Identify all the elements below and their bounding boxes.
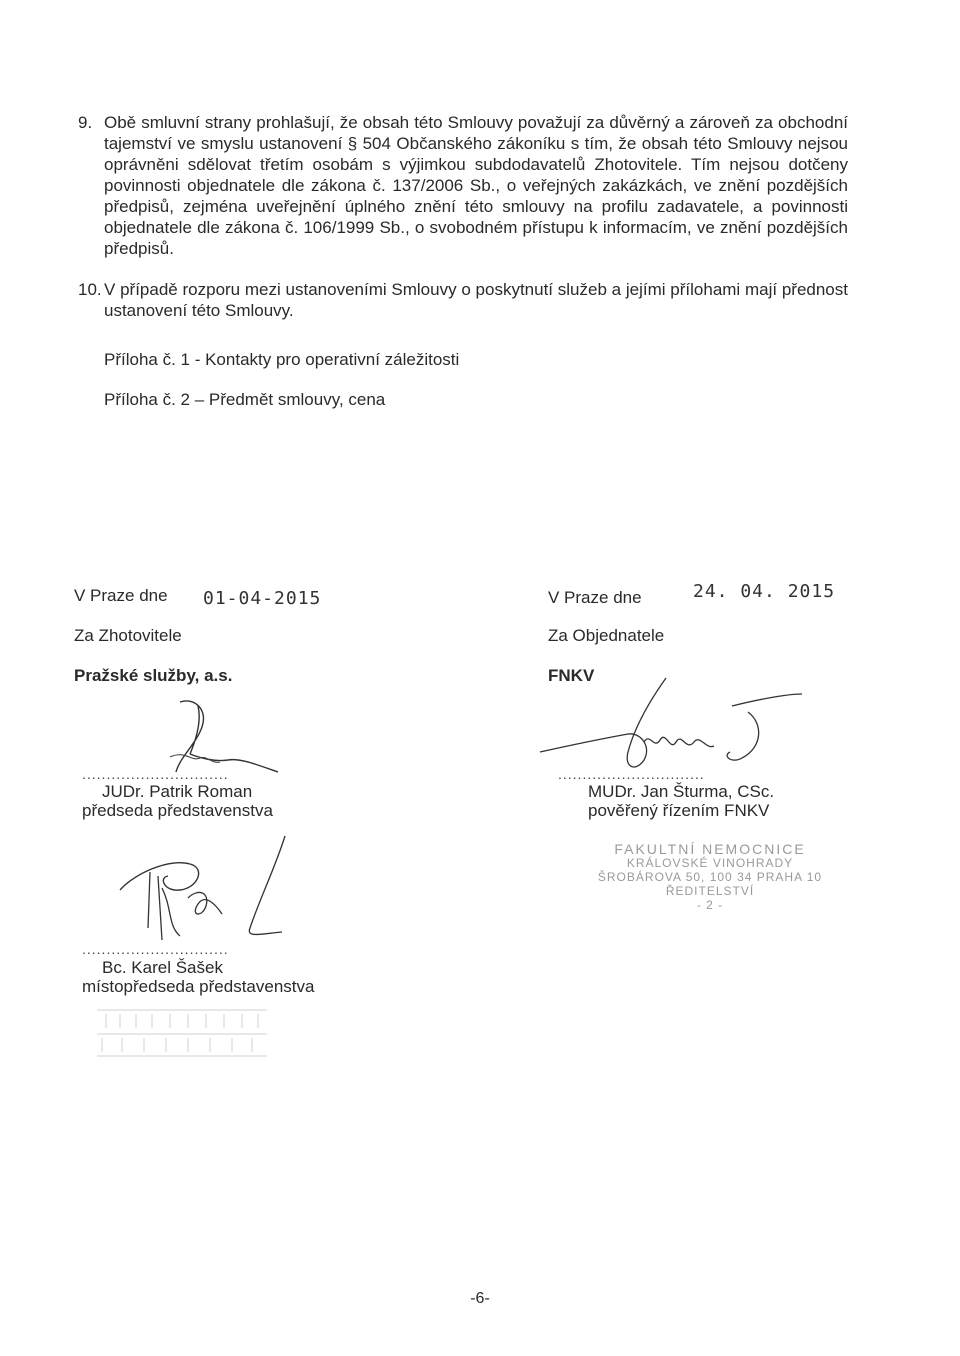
- stamp-line: - 2 -: [696, 898, 724, 912]
- prazske-sluzby-stamp: [92, 1000, 272, 1070]
- right-role: Za Objednatele: [548, 626, 665, 645]
- signatory-name: MUDr. Jan Šturma, CSc.: [588, 782, 775, 801]
- stamp-line: ŠROBÁROVA 50, 100 34 PRAHA 10: [597, 870, 823, 884]
- left-company: Pražské služby, a.s.: [74, 666, 233, 685]
- paragraph-10: [78, 279, 848, 321]
- stamp-line: KRÁLOVSKÉ VINOHRADY: [626, 856, 794, 870]
- annex-2: Příloha č. 2 – Předmět smlouvy, cena: [104, 390, 386, 409]
- signatory-title: předseda představenstva: [82, 801, 273, 820]
- signatory-title: pověřený řízením FNKV: [588, 801, 770, 820]
- signature-line: ..............................: [82, 941, 229, 957]
- right-company: FNKV: [548, 666, 595, 685]
- left-place-label: V Praze dne: [74, 586, 168, 605]
- signature-line: ..............................: [82, 766, 229, 782]
- paragraph-number: 10.: [78, 280, 102, 299]
- annex-1: Příloha č. 1 - Kontakty pro operativní záležitosti: [104, 350, 460, 369]
- left-role: Za Zhotovitele: [74, 626, 182, 645]
- paragraph-text: Obě smluvní strany prohlašují, že obsah této Smlouvy považují za důvěrný a zároveň za obchodní tajemství ve smyslu ustanovení § 504 Občanského zákoníku s tím, že obsah této Smlouvy nejsou oprávněni sdělovat třetím osobám s výjimkou subdodavatelů Zhotovitele. Tím nejsou dotčeny povinnosti objednatele dle zákona č. 137/2006 Sb., o veřejných zakázkách, ve znění pozdějších předpisů, zejména uveřejnění úplného znění této smlouvy na profilu zadavatele, a povinnosti objednatele dle zákona č. 106/1999 Sb., o svobodném přístupu k informacím, ve znění pozdějších předpisů.: [104, 113, 848, 258]
- stamp-line: ŘEDITELSTVÍ: [665, 884, 755, 898]
- paragraph-number: 9.: [78, 113, 93, 132]
- paragraph-9: [78, 112, 848, 259]
- left-date: 01-04-2015: [203, 588, 322, 609]
- page-number: -6-: [470, 1290, 490, 1307]
- fnkv-stamp: [590, 842, 830, 912]
- stamp-line: FAKULTNÍ NEMOCNICE: [614, 841, 806, 857]
- signatory-name: JUDr. Patrik Roman: [102, 782, 253, 801]
- signatory-title: místopředseda představenstva: [82, 977, 315, 996]
- right-date: 24. 04. 2015: [693, 581, 836, 602]
- signature-sasek: [110, 828, 310, 943]
- signature-line: ..............................: [558, 766, 705, 782]
- signatory-name: Bc. Karel Šašek: [102, 958, 223, 977]
- right-place-label: V Praze dne: [548, 588, 642, 607]
- paragraph-text: V případě rozporu mezi ustanoveními Smlouvy o poskytnutí služeb a jejími přílohami mají přednost ustanovení této Smlouvy.: [104, 280, 848, 320]
